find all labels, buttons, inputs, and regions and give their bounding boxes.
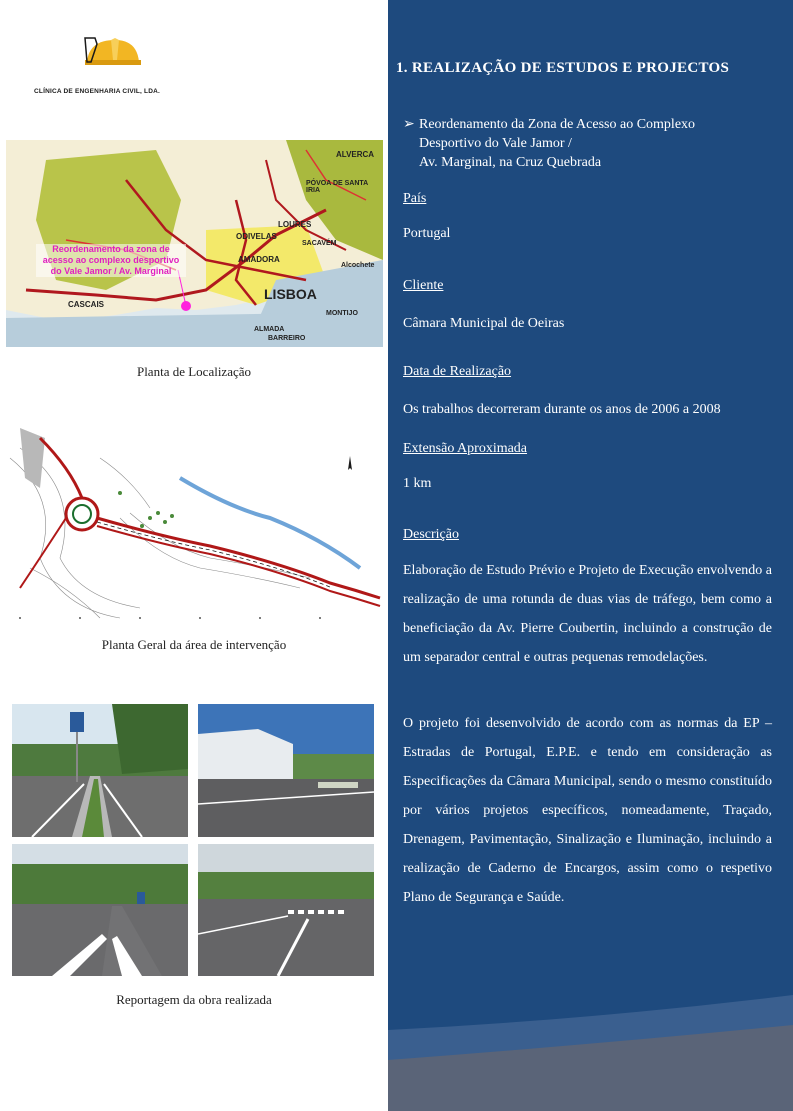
project-title-line: Av. Marginal, na Cruz Quebrada — [419, 155, 602, 170]
section-heading: 1. REALIZAÇÃO DE ESTUDOS E PROJECTOS — [396, 60, 730, 76]
country-value: Portugal — [403, 226, 451, 241]
map-city: ALVERCA — [336, 150, 375, 159]
client-label: Cliente — [403, 278, 444, 293]
map-city: ODIVELAS — [236, 232, 277, 241]
photo-road-arrows — [12, 844, 188, 976]
description-paragraph-2: O projeto foi desenvolvido de acordo com as normas da EP – Estradas de Portugal, E.P.E. e tendo em consideração as Especificações da Câmara Municipal, sendo o mesmo constituído por vários projetos específicos, nomeadamente, Traçado, Drenagem, Pavimentação, Sinalização e Iluminação, incluindo a realização de Caderno de Encargos, assim como o respetivo Plano de Segurança e Saúde. — [403, 716, 772, 905]
map-city: AMADORA — [238, 255, 280, 264]
map-city: MONTIJO — [326, 310, 358, 317]
project-title-line: Desportivo do Vale Jamor / — [419, 136, 572, 151]
map-city: ALMADA — [254, 326, 285, 333]
description-label: Descrição — [403, 527, 459, 542]
extension-label: Extensão Aproximada — [403, 441, 528, 456]
map-annotation: Reordenamento da zona de acesso ao complexo desportivo do Vale Jamor / Av. Marginal — [36, 244, 186, 277]
photos-caption: Reportagem da obra realizada — [116, 992, 272, 1007]
location-map — [6, 140, 383, 347]
plan-caption: Planta Geral da área de intervenção — [101, 637, 287, 652]
date-value: Os trabalhos decorreram durante os anos de 2006 a 2008 — [403, 402, 721, 417]
description-paragraph-1: Elaboração de Estudo Prévio e Projeto de Execução envolvendo a realização de uma rotunda de duas vias de tráfego, bem como a beneficiação da Av. Pierre Coubertin, incluindo a construção de um separador central e outras pequenas remodelações. — [403, 563, 772, 665]
general-plan-drawing — [0, 418, 384, 630]
photo-road-crosswalk — [198, 844, 374, 976]
plan-graphic — [0, 418, 384, 630]
map-city: Alcochete — [341, 262, 375, 269]
arrow-bullet-icon: ➢ — [403, 117, 415, 132]
photo-road-median — [12, 704, 188, 837]
photo-building-road — [198, 704, 374, 837]
project-title-line: Reordenamento da Zona de Acesso ao Complexo — [419, 117, 696, 132]
map-city-lisboa: LISBOA — [264, 286, 317, 302]
extension-value: 1 km — [403, 476, 432, 491]
map-city: PÓVOA DE SANTA IRIA — [306, 180, 368, 194]
country-label: País — [403, 191, 427, 206]
map-city: SACAVÉM — [302, 240, 337, 247]
project-details-panel — [388, 0, 793, 1111]
map-city: CASCAIS — [68, 300, 105, 309]
map-caption: Planta de Localização — [136, 364, 252, 379]
company-logo — [28, 30, 173, 98]
logo-tagline: CLÍNICA DE ENGENHARIA CIVIL, LDA. — [34, 88, 161, 95]
map-city: LOURES — [278, 220, 312, 229]
date-label: Data de Realização — [403, 364, 512, 379]
map-city: BARREIRO — [268, 335, 306, 342]
hard-hat-logo-icon — [83, 36, 141, 66]
client-value: Câmara Municipal de Oeiras — [403, 316, 565, 331]
